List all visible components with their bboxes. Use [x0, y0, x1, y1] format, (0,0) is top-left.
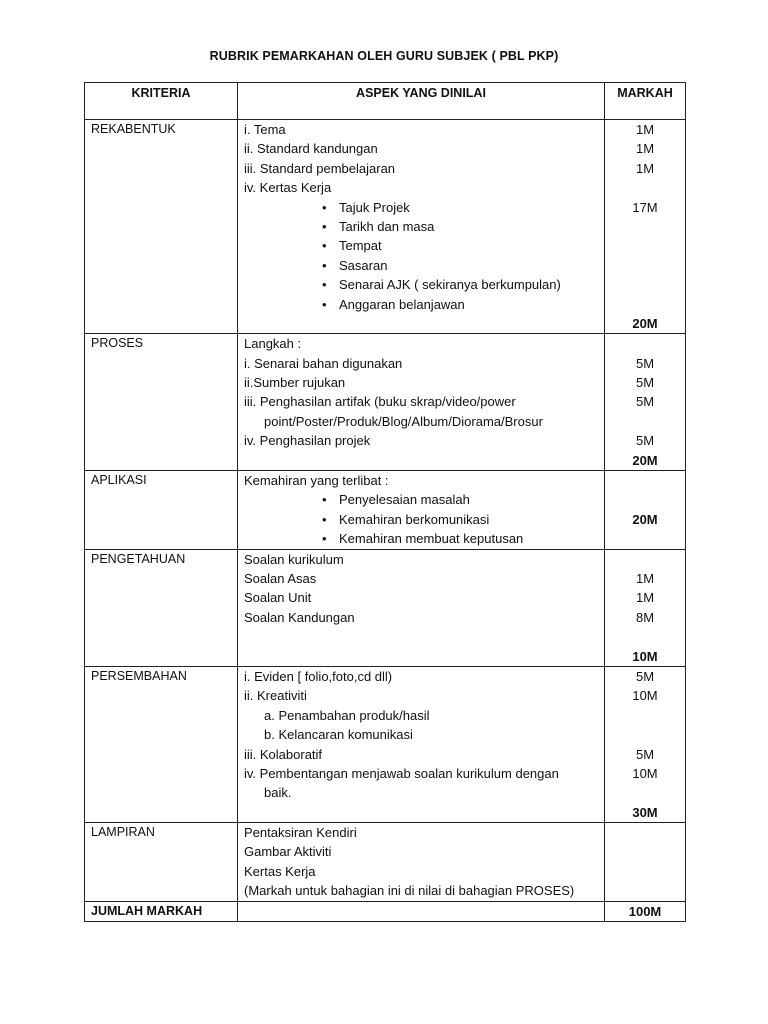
- markah-cell: [605, 549, 686, 666]
- aspek-line: Pentaksiran Kendiri: [244, 825, 357, 841]
- kriteria-cell: [85, 120, 238, 334]
- markah-value: [605, 217, 685, 236]
- markah-value: [605, 783, 685, 802]
- markah-cell: [605, 823, 686, 902]
- kriteria-cell: [85, 666, 238, 822]
- markah-value: [605, 842, 685, 861]
- aspek-cell: [238, 549, 605, 666]
- aspek-line: iii. Kolaboratif: [244, 746, 323, 762]
- header-row: [85, 83, 686, 120]
- kriteria-cell: [85, 823, 238, 902]
- bullet-item: [238, 217, 604, 236]
- markah-value: [605, 275, 685, 294]
- kriteria-cell: [85, 334, 238, 471]
- markah-value: 10M: [632, 765, 658, 781]
- total-aspek-cell: [238, 901, 605, 921]
- bullet-item: [238, 490, 604, 509]
- total-aspek: [238, 902, 604, 921]
- kriteria-label: APLIKASI: [91, 473, 147, 488]
- kriteria-label: LAMPIRAN: [91, 825, 155, 840]
- markah-value: [605, 471, 685, 490]
- markah-value: 20M: [632, 452, 658, 468]
- header-markah: MARKAH: [605, 83, 686, 120]
- bullet-item: [238, 529, 604, 548]
- bullet-item: [238, 198, 604, 217]
- total-label-cell: [85, 901, 238, 921]
- kriteria-cell: [85, 471, 238, 550]
- aspek-line: iii. Penghasilan artifak (buku skrap/video/power: [244, 394, 516, 410]
- aspek-line: ii. Standard kandungan: [244, 141, 378, 157]
- aspek-line: iii. Standard pembelajaran: [244, 160, 396, 176]
- table-row: [85, 666, 686, 822]
- markah-cell: [605, 471, 686, 550]
- markah-value: 5M: [635, 746, 655, 762]
- bullet-text: Sasaran: [339, 257, 388, 273]
- aspek-line: Soalan Unit: [244, 590, 312, 606]
- kriteria-label: REKABENTUK: [91, 122, 176, 136]
- markah-value: 1M: [635, 122, 655, 137]
- table-row: [85, 471, 686, 550]
- markah-value: 5M: [635, 668, 655, 684]
- total-markah: 100M: [628, 903, 662, 919]
- total-label: JUMLAH MARKAH: [91, 903, 203, 918]
- markah-value: 1M: [635, 141, 655, 157]
- markah-value: [605, 236, 685, 255]
- bullet-text: Senarai AJK ( sekiranya berkumpulan): [339, 277, 561, 293]
- aspek-line: Gambar Aktiviti: [244, 844, 332, 860]
- table-row: [85, 334, 686, 471]
- markah-value: 20M: [632, 511, 658, 527]
- aspek-cell: [238, 471, 605, 550]
- page-title: RUBRIK PEMARKAHAN OLEH GURU SUBJEK ( PBL PKP): [209, 49, 559, 63]
- aspek-line: Soalan Kandungan: [244, 609, 355, 625]
- bullet-text: Kemahiran berkomunikasi: [339, 511, 490, 527]
- sub-item: a. Penambahan produk/hasil: [264, 707, 430, 723]
- markah-value: [605, 706, 685, 725]
- markah-value: 1M: [635, 590, 655, 606]
- bullet-text: Tempat: [339, 238, 382, 254]
- aspek-line: baik.: [264, 785, 292, 801]
- bullet-text: Penyelesaian masalah: [339, 492, 470, 508]
- table-row: [85, 549, 686, 666]
- markah-value: 1M: [635, 160, 655, 176]
- aspek-cell: [238, 666, 605, 822]
- bullet-text: Tarikh dan masa: [339, 218, 435, 234]
- total-row: [85, 901, 686, 921]
- markah-value: [605, 881, 685, 900]
- markah-value: [605, 295, 685, 314]
- markah-value: [605, 256, 685, 275]
- markah-value: 20M: [632, 315, 658, 331]
- markah-value: [605, 529, 685, 548]
- table-row: [85, 823, 686, 902]
- aspek-line: Kemahiran yang terlibat :: [244, 473, 389, 489]
- bullet-item: [238, 295, 604, 314]
- markah-value: 5M: [635, 394, 655, 410]
- aspek-line: [238, 647, 604, 666]
- aspek-line: point/Poster/Produk/Blog/Album/Diorama/Brosur: [264, 413, 543, 429]
- aspek-line: [238, 627, 604, 646]
- aspek-line: iv. Penghasilan projek: [244, 433, 371, 449]
- aspek-cell: [238, 823, 605, 902]
- markah-value: [605, 725, 685, 744]
- markah-value: [605, 550, 685, 569]
- aspek-line: iv. Pembentangan menjawab soalan kurikulum dengan: [244, 765, 559, 781]
- markah-value: [605, 862, 685, 881]
- total-markah-cell: [605, 901, 686, 921]
- markah-value: [605, 178, 685, 197]
- header-aspek: ASPEK YANG DINILAI: [238, 83, 605, 120]
- markah-value: 1M: [635, 570, 655, 586]
- markah-value: 17M: [632, 199, 658, 215]
- header-kriteria: KRITERIA: [85, 83, 238, 120]
- kriteria-label: PENGETAHUAN: [91, 551, 186, 566]
- kriteria-label: PROSES: [91, 336, 144, 351]
- aspek-line: [238, 314, 604, 333]
- markah-cell: [605, 120, 686, 334]
- markah-cell: [605, 334, 686, 471]
- markah-value: 5M: [635, 375, 655, 391]
- aspek-line: Soalan Asas: [244, 570, 317, 586]
- sub-item: b. Kelancaran komunikasi: [264, 727, 413, 743]
- aspek-line: (Markah untuk bahagian ini di nilai di bahagian PROSES): [244, 883, 575, 899]
- rubric-table: [84, 82, 686, 922]
- markah-value: [605, 334, 685, 353]
- bullet-text: Kemahiran membuat keputusan: [339, 531, 524, 547]
- aspek-line: Kertas Kerja: [244, 863, 316, 879]
- markah-value: 5M: [635, 355, 655, 371]
- markah-value: [605, 627, 685, 646]
- bullet-item: [238, 256, 604, 275]
- bullet-item: [238, 275, 604, 294]
- rubric-body: [85, 120, 686, 922]
- aspek-cell: [238, 120, 605, 334]
- bullet-item: [238, 510, 604, 529]
- markah-cell: [605, 666, 686, 822]
- table-row: [85, 120, 686, 334]
- markah-value: 10M: [632, 648, 658, 664]
- aspek-line: i. Eviden [ folio,foto,cd dll): [244, 668, 393, 684]
- bullet-text: Anggaran belanjawan: [339, 296, 465, 312]
- markah-value: 8M: [635, 609, 655, 625]
- aspek-cell: [238, 334, 605, 471]
- aspek-line: i. Tema: [244, 122, 286, 137]
- aspek-line: [238, 451, 604, 470]
- aspek-line: ii. Kreativiti: [244, 688, 307, 704]
- markah-value: 5M: [635, 433, 655, 449]
- markah-value: [605, 823, 685, 842]
- aspek-line: i. Senarai bahan digunakan: [244, 355, 403, 371]
- kriteria-label: PERSEMBAHAN: [91, 668, 187, 683]
- aspek-line: ii.Sumber rujukan: [244, 375, 346, 391]
- bullet-item: [238, 236, 604, 255]
- markah-value: [605, 412, 685, 431]
- aspek-line: Soalan kurikulum: [244, 551, 344, 567]
- markah-value: [605, 490, 685, 509]
- bullet-text: Tajuk Projek: [339, 199, 410, 215]
- markah-value: 10M: [632, 688, 658, 704]
- aspek-line: [238, 803, 604, 822]
- aspek-line: iv. Kertas Kerja: [244, 180, 332, 196]
- markah-value: 30M: [632, 804, 658, 820]
- kriteria-cell: [85, 549, 238, 666]
- aspek-line: Langkah :: [244, 336, 302, 352]
